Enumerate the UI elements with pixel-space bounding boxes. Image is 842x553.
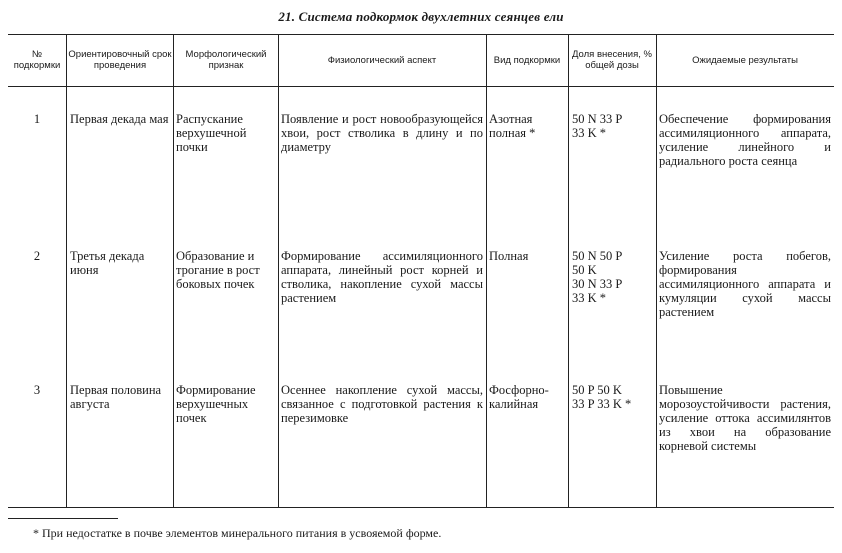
fertilizing-table — [8, 34, 834, 508]
dose-line: 33 K * — [572, 291, 607, 305]
footnote: * При недостатке в почве элементов минерального питания в усвояемой форме. — [33, 526, 442, 540]
table-bottom-rule — [8, 507, 834, 508]
row-physiology: Осеннее накопление сухой массы, связанное с подготовкой растения к перезимовке — [281, 383, 483, 425]
row-kind: Азотная полная * — [489, 112, 536, 140]
row-term: Третья декада июня — [70, 249, 145, 277]
column-divider — [486, 34, 487, 508]
header-term: Ориентировочный срок проведения — [68, 49, 172, 71]
row-number: 2 — [33, 249, 41, 263]
row-term: Первая половина августа — [70, 383, 162, 411]
dose-line: 50 N 50 P — [572, 249, 623, 263]
row-kind: Фосфорно-калийная — [489, 383, 549, 411]
header-physiology: Физиологический аспект — [327, 54, 437, 66]
row-term: Первая декада мая — [70, 112, 169, 126]
dose-line: 50 N 33 P — [572, 112, 623, 126]
row-results: Повышение морозоустойчивости растения, усиление оттока ассимилянтов из хвои на образование корневой системы — [659, 383, 831, 453]
row-number: 1 — [33, 112, 41, 126]
column-divider — [173, 34, 174, 508]
row-dose — [572, 249, 654, 305]
header-bottom-rule — [8, 86, 834, 87]
row-morphology: Образование и трогание в рост боковых почек — [176, 249, 260, 291]
row-physiology: Формирование ассимиляционного аппарата, линейный рост корней и стволика, накопление сухой массы растением — [281, 249, 483, 305]
footnote-rule — [8, 518, 118, 519]
dose-line: 33 P 33 K * — [572, 397, 632, 411]
row-morphology: Формирование верхушечных почек — [176, 383, 256, 425]
row-number: 3 — [33, 383, 41, 397]
dose-line: 50 P 50 K — [572, 383, 622, 397]
column-divider — [66, 34, 67, 508]
dose-line: 50 K — [572, 263, 597, 277]
row-results: Обеспечение формирования ассимиляционного аппарата, усиление линейного и радиального роста сеянца — [659, 112, 831, 168]
dose-line: 33 K * — [572, 126, 607, 140]
row-dose — [572, 112, 654, 140]
header-number: № подкормки — [13, 49, 61, 71]
header-dose: Доля внесения, % общей дозы — [572, 49, 652, 71]
dose-line: 30 N 33 P — [572, 277, 623, 291]
header-results: Ожидаемые результаты — [692, 54, 798, 66]
row-results: Усиление роста побегов, формирования ассимиляционного аппарата и кумуляции сухой массы растением — [659, 249, 831, 319]
column-divider — [278, 34, 279, 508]
row-physiology: Появление и рост новообразующейся хвои, рост стволика в длину и по диаметру — [281, 112, 483, 154]
column-divider — [656, 34, 657, 508]
row-kind: Полная — [489, 249, 529, 263]
column-divider — [568, 34, 569, 508]
header-morphology: Морфологический признак — [185, 49, 267, 71]
table-title: 21. Система подкормок двухлетних сеянцев ели — [278, 9, 564, 24]
header-kind: Вид подкормки — [493, 54, 561, 66]
row-dose — [572, 383, 654, 411]
row-morphology: Распускание верхушечной почки — [176, 112, 247, 154]
